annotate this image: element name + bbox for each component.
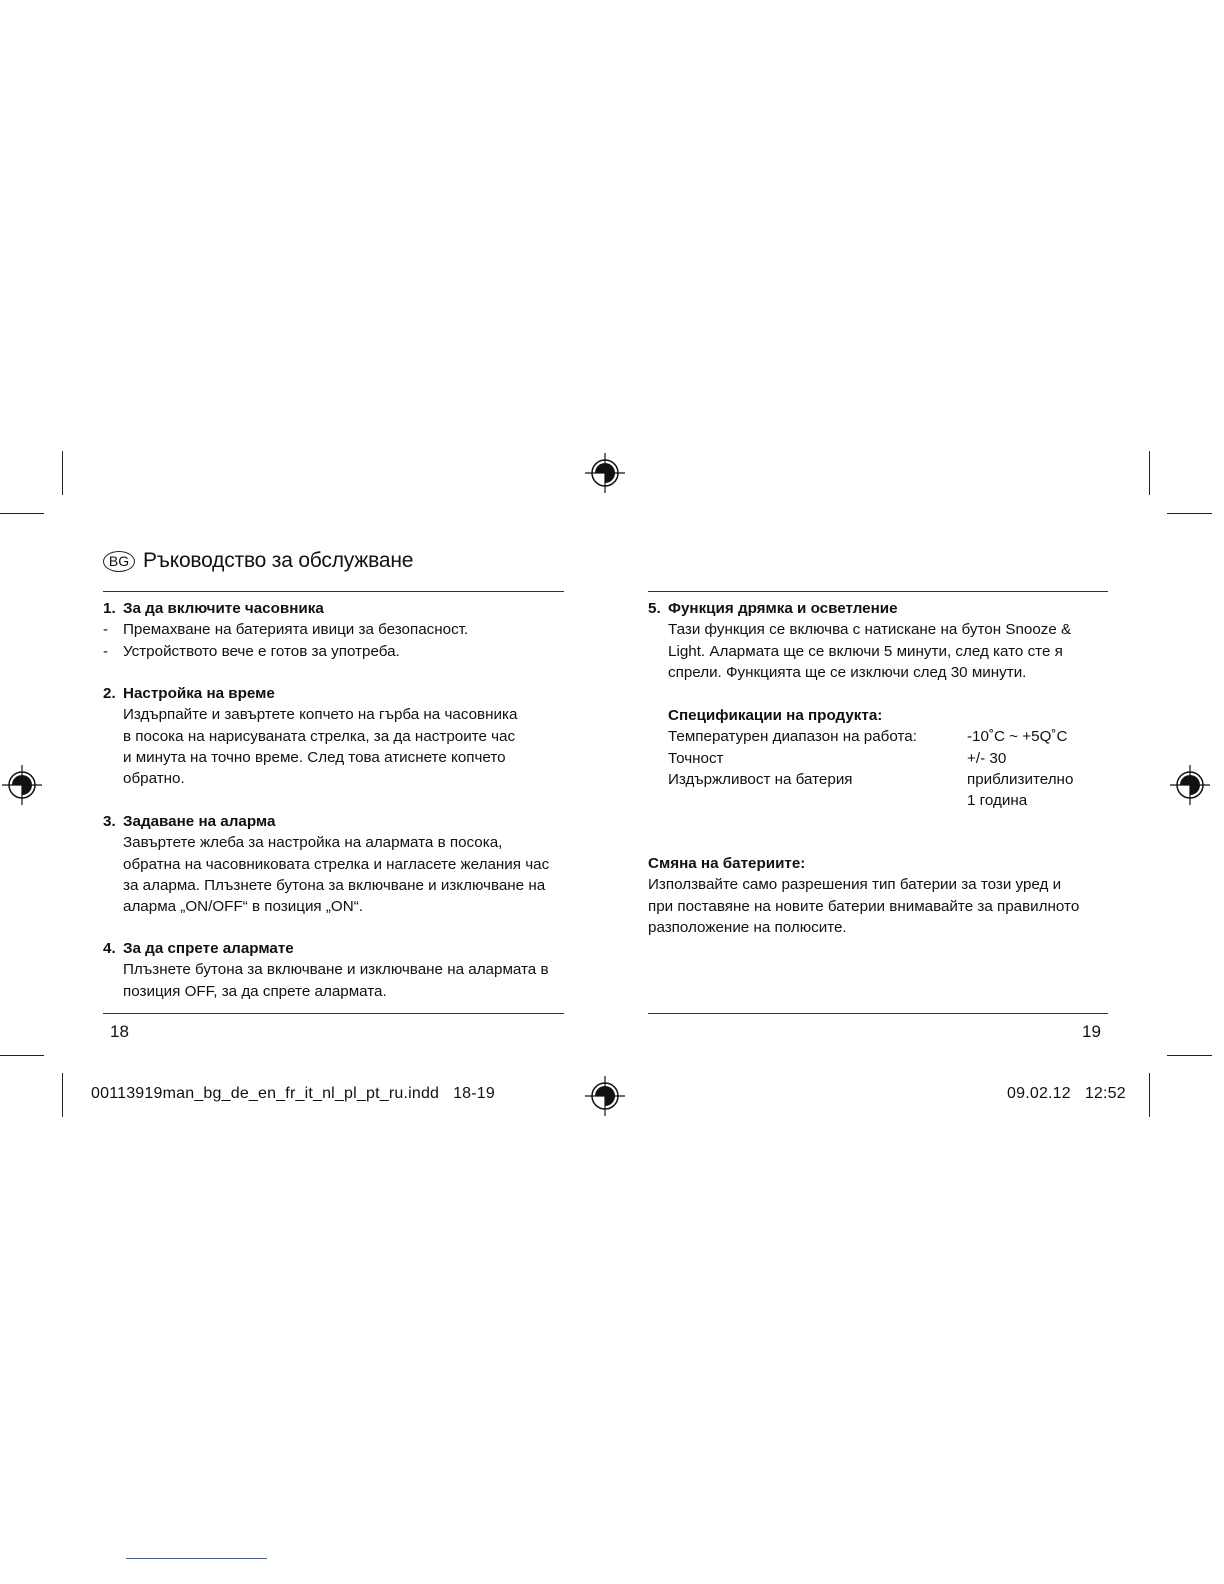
crop-mark-bottom-right (1149, 1073, 1150, 1117)
list-item: Устройството вече е готов за употреба. (123, 642, 400, 660)
paragraph-line: Издърпайте и завъртете копчето на гърба на часовника (123, 706, 518, 724)
page-number-right: 19 (1082, 1022, 1101, 1041)
crop-mark-right-upper (1167, 513, 1212, 514)
paragraph-line: Използвайте само разрешения тип батерии за този уред и (648, 876, 1062, 894)
paragraph-line: спрели. Функцията ще се изключи след 30 минути. (668, 663, 1027, 681)
paragraph-line: Light. Алармата ще се включи 5 минути, след като сте я (668, 642, 1063, 660)
bottom-line (126, 1558, 267, 1559)
footer-datetime: 09.02.12 12:52 (1007, 1085, 1126, 1102)
crop-mark-top-right (1149, 451, 1150, 495)
section-battery-replacement (648, 853, 1118, 938)
paragraph-line: разположение на полюсите. (648, 918, 847, 936)
page-number-left: 18 (110, 1022, 129, 1041)
section-title: За да включите часовника (123, 600, 324, 617)
section-title: Задаване на аларма (123, 813, 276, 830)
spec-row: Издържливост на батерия приблизително (668, 770, 1074, 788)
product-specifications (668, 705, 1118, 811)
left-bottom-rule (103, 1013, 564, 1014)
registration-mark-icon (1170, 765, 1210, 805)
paragraph-line: при поставяне на новите батерии внимавайте за правилното (648, 897, 1080, 915)
page-header (103, 549, 413, 573)
section-turn-on-clock: 1. За да включите часовника - Премахване на батерията ивици за безопасност. - Устройството вече е готов за употреба. (103, 598, 573, 662)
section-title: Настройка на време (123, 685, 275, 702)
paragraph-line: Тази функция се включва с натискане на бутон Snooze & (668, 621, 1072, 639)
paragraph-line: аларма „ON/OFF“ в позиция „ON“. (123, 898, 363, 916)
spec-row: Температурен диапазон на работа: -10˚C ~ +5Q˚C (668, 728, 1068, 746)
paragraph-line: за аларма. Плъзнете бутона за включване и изключване на (123, 876, 546, 894)
right-top-rule (648, 591, 1108, 592)
language-badge: BG (103, 551, 135, 572)
crop-mark-left-upper (0, 513, 44, 514)
paragraph-line: и минута на точно време. След това атиснете копчето (123, 748, 506, 766)
section-title: Смяна на батериите: (648, 855, 806, 872)
paragraph-line: в посока на нарисуваната стрелка, за да настроите час (123, 727, 516, 745)
section-alarm-setting: 3. Задаване на аларма Завъртете жлеба за настройка на алармата в посока, обратна на часовниковата стрелка и нагласете желания час за аларма. Плъзнете бутона за включване и изключване на аларма „ON/OFF“ в позиция „ON“. (103, 811, 573, 917)
section-snooze-light: 5. Функция дрямка и осветление Тази функция се включва с натискане на бутон Snooze & Light. Алармата ще се включи 5 минути, след като сте я спрели. Функцията ще се изключи след 30 минути. (648, 598, 1118, 683)
section-title: За да спрете алармате (123, 940, 294, 957)
registration-mark-icon (2, 765, 42, 805)
registration-mark-icon (585, 453, 625, 493)
footer-filename: 00113919man_bg_de_en_fr_it_nl_pl_pt_ru.indd 18-19 (91, 1085, 496, 1102)
crop-mark-right-lower (1167, 1055, 1212, 1056)
crop-mark-left-lower (0, 1055, 44, 1056)
page-title: Ръководство за обслужване (143, 549, 414, 572)
paragraph-line: обратна на часовниковата стрелка и нагласете желания час (123, 855, 550, 873)
paragraph-line: Плъзнете бутона за включване и изключване на алармата в (123, 961, 549, 979)
left-top-rule (103, 591, 564, 592)
specs-title: Спецификации на продукта: (668, 707, 883, 724)
registration-mark-icon (585, 1076, 625, 1116)
crop-mark-top-left (62, 451, 63, 495)
section-time-setting: 2. Настройка на време Издърпайте и завъртете копчето на гърба на часовника в посока на нарисуваната стрелка, за да настроите час и минута на точно време. След това атиснете копчето обратно. (103, 683, 573, 789)
spec-row: 1 година (967, 792, 1028, 810)
section-title: Функция дрямка и осветление (668, 600, 898, 617)
spec-row: Точност +/- 30 (668, 749, 1007, 767)
paragraph-line: обратно. (123, 770, 185, 788)
right-bottom-rule (648, 1013, 1108, 1014)
paragraph-line: позиция OFF, за да спрете алармата. (123, 982, 387, 1000)
section-stop-alarm: 4. За да спрете алармате Плъзнете бутона за включване и изключване на алармата в позиция OFF, за да спрете алармата. (103, 938, 573, 1002)
list-item: Премахване на батерията ивици за безопасност. (123, 621, 469, 639)
paragraph-line: Завъртете жлеба за настройка на алармата в посока, (123, 834, 503, 852)
crop-mark-bottom-left (62, 1073, 63, 1117)
